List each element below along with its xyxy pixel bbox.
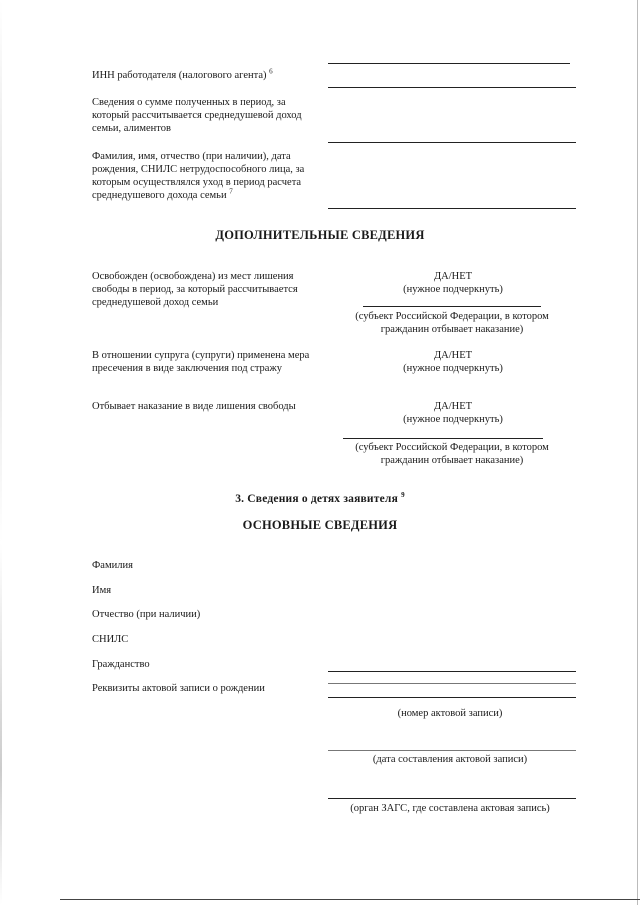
released-region-line[interactable] [363,306,541,307]
child-birth-record-label: Реквизиты актовой записи о рождении [92,683,265,694]
children-basic-heading: ОСНОВНЫЕ СВЕДЕНИЯ [242,518,398,532]
spouse-label: В отношении супруга (супруги) применена мера пресечения в виде заключения под стражу [92,350,310,374]
registry-office-caption: (орган ЗАГС, где составлена актовая запись) [350,803,550,814]
scan-bottom-edge [60,899,640,900]
serving-region-line[interactable] [343,438,543,439]
child-patronymic-label: Отчество (при наличии) [92,609,201,620]
child-surname-label: Фамилия [92,560,133,571]
top-line [328,63,570,64]
inn-label-text: ИНН работодателя (налогового агента) [92,70,267,81]
children-footnote-ref: 9 [401,491,405,500]
care-footnote-ref: 7 [229,187,233,196]
scan-left-edge [0,0,2,905]
serving-label: Отбывает наказание в виде лишения свободы [92,401,296,412]
income-field-line[interactable] [328,142,576,143]
inn-footnote-ref: 6 [269,67,273,76]
spouse-choice[interactable]: ДА/НЕТ [433,350,473,361]
income-label: Сведения о сумме полученных в период, за который рассчитывается среднедушевой доход семьи, алиментов [92,97,302,134]
spouse-hint: (нужное подчеркнуть) [403,363,503,374]
record-date-caption: (дата составления актовой записи) [372,754,528,765]
serving-choice[interactable]: ДА/НЕТ [433,401,473,412]
record-number-caption: (номер актовой записи) [397,708,503,719]
children-section-title-text: 3. Сведения о детях заявителя [235,493,398,505]
inn-field-line[interactable] [328,87,576,88]
care-field-line[interactable] [328,208,576,209]
released-hint: (нужное подчеркнуть) [403,284,503,295]
serving-region-caption: (субъект Российской Федерации, в котором гражданин отбывает наказание) [355,442,549,466]
care-label [92,150,322,202]
released-region-caption: (субъект Российской Федерации, в котором гражданин отбывает наказание) [355,311,549,335]
registry-office-line[interactable] [328,798,576,799]
scan-right-edge [637,0,638,905]
child-citizenship-line[interactable] [328,671,576,672]
child-name-label: Имя [92,585,112,596]
child-snils-label: СНИЛС [92,634,129,645]
released-label: Освобожден (освобождена) из мест лишения свободы в период, за который рассчитывается среднедушевой доход семьи [92,271,298,308]
care-label-text: Фамилия, имя, отчество (при наличии), дата рождения, СНИЛС нетрудоспособного лица, за которым осуществлялся уход в период расчета среднедушевого дохода семьи [92,151,305,201]
additional-heading: ДОПОЛНИТЕЛЬНЫЕ СВЕДЕНИЯ [215,228,425,242]
record-date-line[interactable] [328,750,576,751]
child-citizenship-label: Гражданство [92,659,150,670]
inn-label [92,69,328,82]
released-choice[interactable]: ДА/НЕТ [433,271,473,282]
child-birth-record-upper-line [328,683,576,684]
record-number-line[interactable] [328,697,576,698]
children-section-title [0,493,640,506]
serving-hint: (нужное подчеркнуть) [403,414,503,425]
